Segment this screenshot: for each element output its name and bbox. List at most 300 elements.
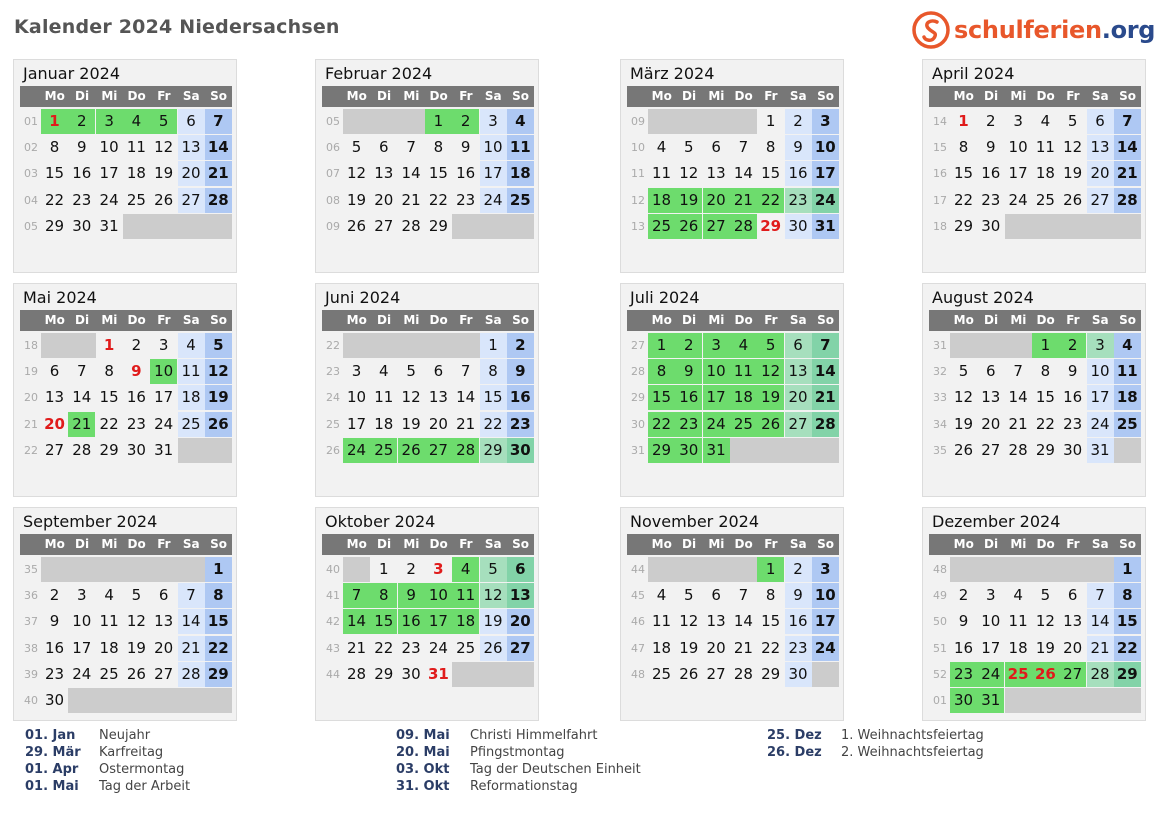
day-cell[interactable]: 16 xyxy=(1063,388,1083,407)
day-cell[interactable]: 23 xyxy=(72,190,92,209)
day-cell[interactable]: 18 xyxy=(374,414,394,433)
day-cell[interactable]: 21 xyxy=(68,412,95,437)
day-cell[interactable]: 15 xyxy=(761,164,781,183)
day-cell[interactable]: 8 xyxy=(205,583,232,608)
day-cell[interactable]: 9 xyxy=(507,359,534,384)
day-cell[interactable]: 19 xyxy=(953,414,974,433)
day-cell[interactable]: 18 xyxy=(1008,638,1028,657)
day-cell[interactable]: 26 xyxy=(126,664,146,683)
day-cell[interactable]: 17 xyxy=(1087,385,1114,410)
day-cell[interactable]: 10 xyxy=(812,583,839,608)
day-cell[interactable]: 25 xyxy=(178,412,205,437)
day-cell[interactable]: 30 xyxy=(981,216,1001,235)
day-cell[interactable]: 2 xyxy=(958,586,969,605)
day-cell[interactable]: 12 xyxy=(480,583,507,608)
day-cell[interactable]: 30 xyxy=(950,688,977,713)
day-cell[interactable]: 1 xyxy=(205,557,232,582)
day-cell[interactable]: 25 xyxy=(730,412,757,437)
day-cell[interactable]: 26 xyxy=(398,438,425,463)
day-cell[interactable]: 24 xyxy=(428,638,448,657)
day-cell[interactable]: 1 xyxy=(41,109,68,134)
day-cell[interactable]: 14 xyxy=(205,135,232,160)
day-cell[interactable]: 27 xyxy=(706,664,726,683)
day-cell[interactable]: 6 xyxy=(711,586,721,605)
day-cell[interactable]: 18 xyxy=(1114,385,1141,410)
day-cell[interactable]: 20 xyxy=(507,609,534,634)
day-cell[interactable]: 25 xyxy=(1005,662,1032,687)
day-cell[interactable]: 15 xyxy=(44,164,65,183)
day-cell[interactable]: 6 xyxy=(49,362,60,381)
day-cell[interactable]: 7 xyxy=(205,109,232,134)
day-cell[interactable]: 14 xyxy=(456,388,476,407)
day-cell[interactable]: 1 xyxy=(765,112,776,130)
day-cell[interactable]: 18 xyxy=(452,609,479,634)
day-cell[interactable]: 9 xyxy=(785,135,812,160)
day-cell[interactable]: 28 xyxy=(401,216,421,235)
day-cell[interactable]: 10 xyxy=(425,583,452,608)
day-cell[interactable]: 9 xyxy=(131,362,142,381)
day-cell[interactable]: 3 xyxy=(158,336,169,354)
day-cell[interactable]: 16 xyxy=(72,164,92,183)
day-cell[interactable]: 10 xyxy=(99,138,119,157)
day-cell[interactable]: 21 xyxy=(346,638,367,657)
day-cell[interactable]: 20 xyxy=(178,161,205,186)
day-cell[interactable]: 8 xyxy=(765,138,776,157)
day-cell[interactable]: 5 xyxy=(480,557,507,582)
day-cell[interactable]: 24 xyxy=(812,188,839,213)
day-cell[interactable]: 12 xyxy=(679,612,699,631)
day-cell[interactable]: 22 xyxy=(374,638,394,657)
day-cell[interactable]: 26 xyxy=(205,412,232,437)
day-cell[interactable]: 14 xyxy=(343,609,370,634)
day-cell[interactable]: 26 xyxy=(757,412,784,437)
day-cell[interactable]: 17 xyxy=(480,161,507,186)
day-cell[interactable]: 21 xyxy=(812,385,839,410)
day-cell[interactable]: 5 xyxy=(684,586,694,605)
day-cell[interactable]: 22 xyxy=(953,190,974,209)
day-cell[interactable]: 23 xyxy=(507,412,534,437)
day-cell[interactable]: 31 xyxy=(812,214,839,239)
day-cell[interactable]: 29 xyxy=(953,216,974,235)
day-cell[interactable]: 29 xyxy=(1035,440,1055,459)
day-cell[interactable]: 7 xyxy=(343,583,370,608)
day-cell[interactable]: 22 xyxy=(428,190,448,209)
day-cell[interactable]: 17 xyxy=(99,164,119,183)
day-cell[interactable]: 15 xyxy=(428,164,448,183)
day-cell[interactable]: 31 xyxy=(1087,438,1114,463)
day-cell[interactable]: 6 xyxy=(986,362,996,381)
day-cell[interactable]: 13 xyxy=(154,612,174,631)
day-cell[interactable]: 4 xyxy=(452,557,479,582)
day-cell[interactable]: 28 xyxy=(1114,188,1141,213)
day-cell[interactable]: 10 xyxy=(703,359,730,384)
day-cell[interactable]: 22 xyxy=(757,188,784,213)
day-cell[interactable]: 18 xyxy=(507,161,534,186)
day-cell[interactable]: 20 xyxy=(1087,161,1114,186)
day-cell[interactable]: 20 xyxy=(703,188,730,213)
day-cell[interactable]: 28 xyxy=(733,664,753,683)
day-cell[interactable]: 27 xyxy=(785,412,812,437)
day-cell[interactable]: 11 xyxy=(178,359,205,384)
day-cell[interactable]: 31 xyxy=(99,216,119,235)
day-cell[interactable]: 8 xyxy=(480,359,507,384)
day-cell[interactable]: 15 xyxy=(205,609,232,634)
day-cell[interactable]: 4 xyxy=(730,333,757,358)
day-cell[interactable]: 26 xyxy=(679,664,699,683)
day-cell[interactable]: 4 xyxy=(656,138,667,157)
day-cell[interactable]: 21 xyxy=(1008,414,1028,433)
day-cell[interactable]: 4 xyxy=(123,109,150,134)
day-cell[interactable]: 5 xyxy=(131,586,142,605)
day-cell[interactable]: 6 xyxy=(379,138,389,157)
day-cell[interactable]: 21 xyxy=(1114,161,1141,186)
day-cell[interactable]: 5 xyxy=(150,109,177,134)
day-cell[interactable]: 6 xyxy=(785,333,812,358)
day-cell[interactable]: 11 xyxy=(651,612,672,631)
day-cell[interactable]: 21 xyxy=(456,414,476,433)
day-cell[interactable]: 16 xyxy=(398,609,425,634)
day-cell[interactable]: 26 xyxy=(675,214,702,239)
day-cell[interactable]: 22 xyxy=(648,412,675,437)
day-cell[interactable]: 27 xyxy=(1087,188,1114,213)
day-cell[interactable]: 21 xyxy=(1087,636,1114,661)
day-cell[interactable]: 17 xyxy=(72,638,92,657)
day-cell[interactable]: 10 xyxy=(72,612,92,631)
day-cell[interactable]: 16 xyxy=(675,385,702,410)
day-cell[interactable]: 22 xyxy=(1035,414,1055,433)
day-cell[interactable]: 25 xyxy=(507,188,534,213)
day-cell[interactable]: 9 xyxy=(785,583,812,608)
day-cell[interactable]: 20 xyxy=(785,385,812,410)
day-cell[interactable]: 24 xyxy=(977,662,1004,687)
day-cell[interactable]: 29 xyxy=(99,440,119,459)
day-cell[interactable]: 21 xyxy=(730,188,757,213)
day-cell[interactable]: 25 xyxy=(370,438,397,463)
day-cell[interactable]: 28 xyxy=(178,662,205,687)
day-cell[interactable]: 6 xyxy=(1067,586,1078,605)
day-cell[interactable]: 2 xyxy=(68,109,95,134)
day-cell[interactable]: 30 xyxy=(785,214,812,239)
day-cell[interactable]: 16 xyxy=(126,388,146,407)
day-cell[interactable]: 14 xyxy=(401,164,421,183)
day-cell[interactable]: 24 xyxy=(72,664,92,683)
day-cell[interactable]: 13 xyxy=(1063,612,1083,631)
day-cell[interactable]: 14 xyxy=(1114,135,1141,160)
day-cell[interactable]: 24 xyxy=(480,188,507,213)
day-cell[interactable]: 4 xyxy=(1013,586,1023,605)
day-cell[interactable]: 9 xyxy=(77,138,87,157)
day-cell[interactable]: 18 xyxy=(99,638,119,657)
day-cell[interactable]: 13 xyxy=(44,388,65,407)
day-cell[interactable]: 16 xyxy=(981,164,1001,183)
day-cell[interactable]: 3 xyxy=(986,586,996,605)
day-cell[interactable]: 9 xyxy=(986,138,996,157)
day-cell[interactable]: 11 xyxy=(99,612,119,631)
day-cell[interactable]: 31 xyxy=(154,440,174,459)
day-cell[interactable]: 31 xyxy=(427,664,449,683)
day-cell[interactable]: 6 xyxy=(158,586,169,605)
day-cell[interactable]: 13 xyxy=(374,164,394,183)
day-cell[interactable]: 15 xyxy=(1035,388,1055,407)
day-cell[interactable]: 2 xyxy=(131,336,142,354)
day-cell[interactable]: 12 xyxy=(757,359,784,384)
day-cell[interactable]: 5 xyxy=(205,333,232,358)
day-cell[interactable]: 20 xyxy=(44,414,65,433)
day-cell[interactable]: 22 xyxy=(99,414,119,433)
day-cell[interactable]: 30 xyxy=(785,662,812,687)
day-cell[interactable]: 30 xyxy=(44,691,65,709)
day-cell[interactable]: 6 xyxy=(178,109,205,134)
day-cell[interactable]: 8 xyxy=(1114,583,1141,608)
day-cell[interactable]: 14 xyxy=(733,612,753,631)
day-cell[interactable]: 28 xyxy=(346,664,367,683)
day-cell[interactable]: 8 xyxy=(958,138,969,157)
day-cell[interactable]: 1 xyxy=(1114,557,1141,582)
day-cell[interactable]: 24 xyxy=(1087,412,1114,437)
day-cell[interactable]: 31 xyxy=(703,438,730,463)
day-cell[interactable]: 26 xyxy=(1063,190,1083,209)
day-cell[interactable]: 20 xyxy=(374,190,394,209)
day-cell[interactable]: 5 xyxy=(351,138,362,157)
day-cell[interactable]: 28 xyxy=(205,188,232,213)
day-cell[interactable]: 13 xyxy=(981,388,1001,407)
day-cell[interactable]: 6 xyxy=(507,557,534,582)
day-cell[interactable]: 30 xyxy=(126,440,146,459)
day-cell[interactable]: 20 xyxy=(428,414,448,433)
day-cell[interactable]: 26 xyxy=(480,636,507,661)
day-cell[interactable]: 12 xyxy=(1035,612,1055,631)
day-cell[interactable]: 17 xyxy=(981,638,1001,657)
day-cell[interactable]: 23 xyxy=(44,664,65,683)
day-cell[interactable]: 16 xyxy=(507,385,534,410)
day-cell[interactable]: 4 xyxy=(1114,333,1141,358)
day-cell[interactable]: 7 xyxy=(812,333,839,358)
day-cell[interactable]: 30 xyxy=(401,664,421,683)
day-cell[interactable]: 11 xyxy=(126,138,146,157)
day-cell[interactable]: 1 xyxy=(648,333,675,358)
day-cell[interactable]: 2 xyxy=(675,333,702,358)
day-cell[interactable]: 21 xyxy=(401,190,421,209)
day-cell[interactable]: 9 xyxy=(1067,362,1078,381)
day-cell[interactable]: 6 xyxy=(711,138,721,157)
day-cell[interactable]: 16 xyxy=(44,638,65,657)
day-cell[interactable]: 23 xyxy=(981,190,1001,209)
day-cell[interactable]: 5 xyxy=(958,362,969,381)
day-cell[interactable]: 1 xyxy=(103,336,115,354)
day-cell[interactable]: 18 xyxy=(178,385,205,410)
day-cell[interactable]: 14 xyxy=(72,388,92,407)
day-cell[interactable]: 13 xyxy=(428,388,448,407)
day-cell[interactable]: 19 xyxy=(675,188,702,213)
day-cell[interactable]: 24 xyxy=(343,438,370,463)
day-cell[interactable]: 1 xyxy=(480,333,507,358)
day-cell[interactable]: 8 xyxy=(765,586,776,605)
day-cell[interactable]: 12 xyxy=(205,359,232,384)
day-cell[interactable]: 7 xyxy=(1013,362,1023,381)
day-cell[interactable]: 23 xyxy=(1063,414,1083,433)
day-cell[interactable]: 25 xyxy=(651,664,672,683)
day-cell[interactable]: 24 xyxy=(154,414,174,433)
day-cell[interactable]: 15 xyxy=(761,612,781,631)
day-cell[interactable]: 27 xyxy=(981,440,1001,459)
day-cell[interactable]: 8 xyxy=(1040,362,1051,381)
day-cell[interactable]: 24 xyxy=(703,412,730,437)
day-cell[interactable]: 12 xyxy=(679,164,699,183)
day-cell[interactable]: 10 xyxy=(812,135,839,160)
day-cell[interactable]: 17 xyxy=(812,609,839,634)
day-cell[interactable]: 1 xyxy=(757,557,784,582)
day-cell[interactable]: 11 xyxy=(651,164,672,183)
day-cell[interactable]: 1 xyxy=(958,112,969,130)
day-cell[interactable]: 9 xyxy=(958,612,969,631)
day-cell[interactable]: 8 xyxy=(370,583,397,608)
day-cell[interactable]: 21 xyxy=(205,161,232,186)
day-cell[interactable]: 7 xyxy=(77,362,87,381)
day-cell[interactable]: 23 xyxy=(456,190,476,209)
day-cell[interactable]: 1 xyxy=(1032,333,1059,358)
day-cell[interactable]: 7 xyxy=(1087,583,1114,608)
day-cell[interactable]: 11 xyxy=(1008,612,1028,631)
day-cell[interactable]: 10 xyxy=(981,612,1001,631)
day-cell[interactable]: 27 xyxy=(1059,662,1086,687)
day-cell[interactable]: 5 xyxy=(684,138,694,157)
day-cell[interactable]: 8 xyxy=(433,138,444,157)
schulferien-logo[interactable] xyxy=(911,10,1155,50)
day-cell[interactable]: 12 xyxy=(953,388,974,407)
day-cell[interactable]: 22 xyxy=(205,636,232,661)
day-cell[interactable]: 19 xyxy=(679,638,699,657)
day-cell[interactable]: 9 xyxy=(675,359,702,384)
day-cell[interactable]: 30 xyxy=(72,216,92,235)
day-cell[interactable]: 28 xyxy=(452,438,479,463)
day-cell[interactable]: 27 xyxy=(374,216,394,235)
day-cell[interactable]: 19 xyxy=(480,609,507,634)
day-cell[interactable]: 29 xyxy=(480,438,507,463)
day-cell[interactable]: 3 xyxy=(812,557,839,582)
day-cell[interactable]: 17 xyxy=(812,161,839,186)
day-cell[interactable]: 3 xyxy=(433,560,444,578)
day-cell[interactable]: 19 xyxy=(346,190,367,209)
day-cell[interactable]: 24 xyxy=(812,636,839,661)
day-cell[interactable]: 25 xyxy=(1114,412,1141,437)
day-cell[interactable]: 23 xyxy=(126,414,146,433)
day-cell[interactable]: 19 xyxy=(401,414,421,433)
day-cell[interactable]: 12 xyxy=(401,388,421,407)
day-cell[interactable]: 24 xyxy=(99,190,119,209)
day-cell[interactable]: 19 xyxy=(205,385,232,410)
day-cell[interactable]: 24 xyxy=(1008,190,1028,209)
day-cell[interactable]: 27 xyxy=(425,438,452,463)
day-cell[interactable]: 23 xyxy=(785,636,812,661)
day-cell[interactable]: 10 xyxy=(1008,138,1028,157)
day-cell[interactable]: 25 xyxy=(99,664,119,683)
day-cell[interactable]: 4 xyxy=(178,333,205,358)
day-cell[interactable]: 23 xyxy=(401,638,421,657)
day-cell[interactable]: 2 xyxy=(49,586,60,605)
day-cell[interactable]: 25 xyxy=(1035,190,1055,209)
day-cell[interactable]: 11 xyxy=(1114,359,1141,384)
day-cell[interactable]: 12 xyxy=(154,138,174,157)
day-cell[interactable]: 27 xyxy=(703,214,730,239)
day-cell[interactable]: 22 xyxy=(761,638,781,657)
day-cell[interactable]: 10 xyxy=(346,388,367,407)
day-cell[interactable]: 30 xyxy=(507,438,534,463)
day-cell[interactable]: 29 xyxy=(648,438,675,463)
day-cell[interactable]: 25 xyxy=(126,190,146,209)
day-cell[interactable]: 11 xyxy=(452,583,479,608)
day-cell[interactable]: 12 xyxy=(1063,138,1083,157)
day-cell[interactable]: 7 xyxy=(460,362,471,381)
day-cell[interactable]: 14 xyxy=(178,609,205,634)
day-cell[interactable]: 16 xyxy=(953,638,974,657)
day-cell[interactable]: 3 xyxy=(96,109,123,134)
day-cell[interactable]: 26 xyxy=(154,190,174,209)
day-cell[interactable]: 17 xyxy=(1008,164,1028,183)
day-cell[interactable]: 11 xyxy=(507,135,534,160)
day-cell[interactable]: 25 xyxy=(648,214,675,239)
day-cell[interactable]: 22 xyxy=(1114,636,1141,661)
day-cell[interactable]: 1 xyxy=(425,109,452,134)
day-cell[interactable]: 11 xyxy=(374,388,394,407)
day-cell[interactable]: 5 xyxy=(1067,112,1078,130)
day-cell[interactable]: 3 xyxy=(703,333,730,358)
day-cell[interactable]: 20 xyxy=(154,638,174,657)
day-cell[interactable]: 20 xyxy=(706,638,726,657)
day-cell[interactable]: 21 xyxy=(178,636,205,661)
day-cell[interactable]: 23 xyxy=(950,662,977,687)
day-cell[interactable]: 20 xyxy=(1063,638,1083,657)
day-cell[interactable]: 29 xyxy=(205,662,232,687)
day-cell[interactable]: 29 xyxy=(1114,662,1141,687)
day-cell[interactable]: 27 xyxy=(507,636,534,661)
day-cell[interactable]: 22 xyxy=(44,190,65,209)
day-cell[interactable]: 27 xyxy=(154,664,174,683)
day-cell[interactable]: 16 xyxy=(456,164,476,183)
day-cell[interactable]: 9 xyxy=(460,138,471,157)
day-cell[interactable]: 1 xyxy=(379,560,389,578)
day-cell[interactable]: 10 xyxy=(480,135,507,160)
day-cell[interactable]: 3 xyxy=(480,109,507,134)
day-cell[interactable]: 29 xyxy=(760,216,782,235)
day-cell[interactable]: 27 xyxy=(178,188,205,213)
day-cell[interactable]: 15 xyxy=(1114,609,1141,634)
day-cell[interactable]: 28 xyxy=(730,214,757,239)
day-cell[interactable]: 12 xyxy=(346,164,367,183)
day-cell[interactable]: 28 xyxy=(72,440,92,459)
day-cell[interactable]: 26 xyxy=(953,440,974,459)
day-cell[interactable]: 29 xyxy=(374,664,394,683)
day-cell[interactable]: 29 xyxy=(428,216,448,235)
day-cell[interactable]: 5 xyxy=(406,362,416,381)
day-cell[interactable]: 18 xyxy=(651,638,672,657)
day-cell[interactable]: 20 xyxy=(981,414,1001,433)
day-cell[interactable]: 2 xyxy=(507,333,534,358)
day-cell[interactable]: 6 xyxy=(433,362,444,381)
day-cell[interactable]: 12 xyxy=(126,612,146,631)
day-cell[interactable]: 2 xyxy=(986,112,996,130)
day-cell[interactable]: 11 xyxy=(1035,138,1055,157)
day-cell[interactable]: 9 xyxy=(49,612,60,631)
day-cell[interactable]: 15 xyxy=(480,385,507,410)
day-cell[interactable]: 18 xyxy=(1035,164,1055,183)
day-cell[interactable]: 15 xyxy=(648,385,675,410)
day-cell[interactable]: 7 xyxy=(738,138,749,157)
day-cell[interactable]: 19 xyxy=(757,385,784,410)
day-cell[interactable]: 7 xyxy=(406,138,416,157)
day-cell[interactable]: 13 xyxy=(178,135,205,160)
day-cell[interactable]: 4 xyxy=(507,109,534,134)
day-cell[interactable]: 7 xyxy=(738,586,749,605)
